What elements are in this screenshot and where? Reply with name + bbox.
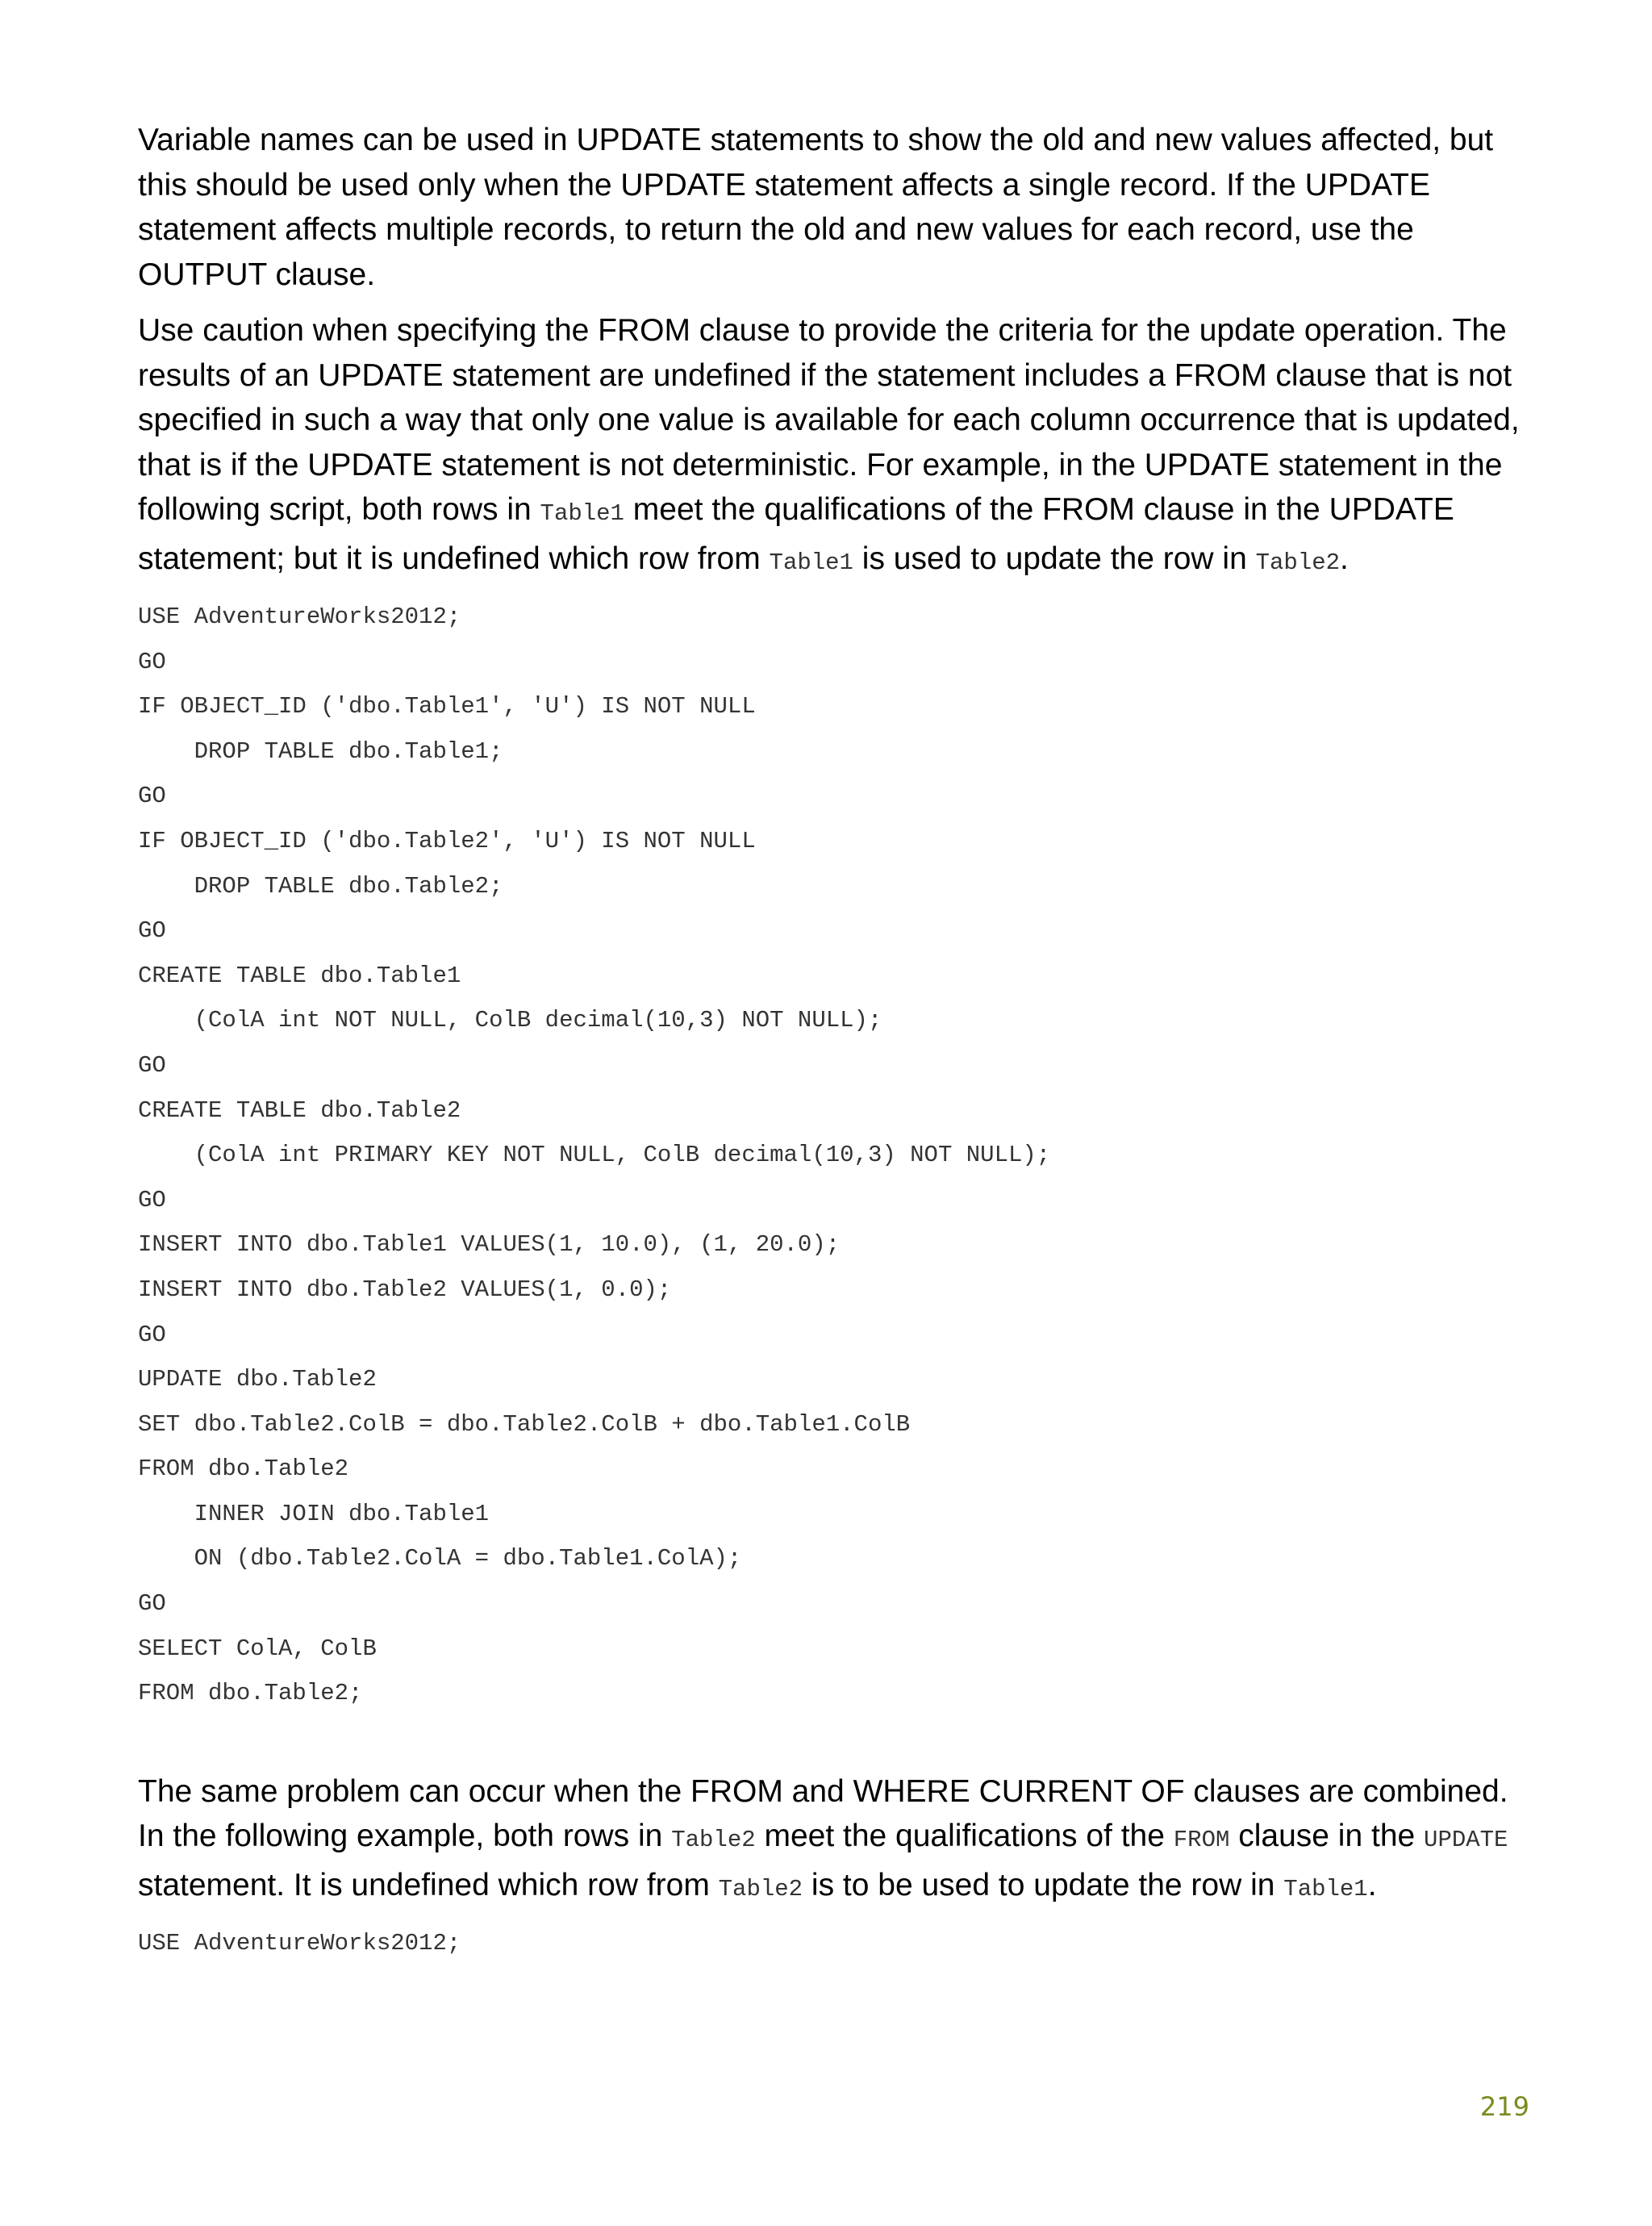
code-line: USE AdventureWorks2012; <box>138 1930 461 1957</box>
code-line: UPDATE dbo.Table2 <box>138 1366 377 1393</box>
inline-code: Table1 <box>769 549 853 576</box>
code-line: GO <box>138 917 166 945</box>
code-line: (ColA int NOT NULL, ColB decimal(10,3) NOT NULL); <box>138 1007 882 1034</box>
paragraph-text: Use caution when specifying the FROM clause to provide the criteria for the update operation. The results of an UPDATE statement are undefined if the statement includes a FROM clause that is not specified in such a way that only one value is available for each column occurrence that is updated, that is if the UPDATE statement is not deterministic. For example, in the UPDATE statement in the following script, both rows in <box>138 313 1520 527</box>
inline-code: UPDATE <box>1424 1827 1508 1854</box>
code-line: SELECT ColA, ColB <box>138 1635 377 1662</box>
paragraph-where-current-of <box>138 1769 1541 1912</box>
code-line: INSERT INTO dbo.Table2 VALUES(1, 0.0); <box>138 1276 672 1303</box>
inline-code: Table1 <box>540 500 624 527</box>
code-line: IF OBJECT_ID ('dbo.Table1', 'U') IS NOT NULL <box>138 693 756 720</box>
code-block-script <box>138 595 1541 1716</box>
code-line: IF OBJECT_ID ('dbo.Table2', 'U') IS NOT NULL <box>138 827 756 854</box>
code-line: USE AdventureWorks2012; <box>138 603 461 630</box>
code-line: CREATE TABLE dbo.Table2 <box>138 1096 461 1124</box>
paragraph-text: statement. It is undefined which row from <box>138 1867 719 1902</box>
paragraph-text: clause in the <box>1229 1819 1425 1854</box>
document-page <box>138 118 1541 1966</box>
paragraph-variable-names <box>138 118 1541 297</box>
code-line: GO <box>138 1186 166 1213</box>
paragraph-text: meet the qualifications of the <box>755 1819 1174 1854</box>
paragraph-text: The same problem can occur when the FROM and WHERE CURRENT OF clauses are combined. In the following example, both rows in <box>138 1773 1508 1854</box>
paragraph-text: . <box>1367 1867 1377 1902</box>
inline-code: FROM <box>1173 1827 1230 1854</box>
code-line: SET dbo.Table2.ColB = dbo.Table2.ColB + dbo.Table1.ColB <box>138 1410 911 1438</box>
code-line: CREATE TABLE dbo.Table1 <box>138 962 461 989</box>
inline-code: Table2 <box>1255 549 1341 576</box>
paragraph-from-clause-caution <box>138 308 1541 585</box>
code-line: GO <box>138 783 166 810</box>
code-line: GO <box>138 1590 166 1618</box>
paragraph-text: is to be used to update the row in <box>803 1867 1284 1902</box>
code-line: DROP TABLE dbo.Table2; <box>138 872 503 900</box>
paragraph-text: . <box>1340 541 1349 576</box>
code-line: INSERT INTO dbo.Table1 VALUES(1, 10.0), (1, 20.0); <box>138 1231 841 1259</box>
code-line: GO <box>138 648 166 675</box>
paragraph-text: is used to update the row in <box>853 541 1256 576</box>
code-line: INNER JOIN dbo.Table1 <box>138 1500 490 1527</box>
code-line: ON (dbo.Table2.ColA = dbo.Table1.ColA); <box>138 1545 742 1572</box>
code-line: (ColA int PRIMARY KEY NOT NULL, ColB decimal(10,3) NOT NULL); <box>138 1142 1051 1169</box>
code-block-script-continued <box>138 1921 1541 1966</box>
code-line: GO <box>138 1321 166 1348</box>
page-number: 219 <box>1479 2091 1529 2122</box>
code-line: FROM dbo.Table2 <box>138 1455 349 1483</box>
code-line: GO <box>138 1051 166 1079</box>
paragraph-text: meet the qualifications of the FROM clause in the UPDATE statement; but it is undefined which row from <box>138 492 1454 576</box>
inline-code: Table1 <box>1283 1875 1368 1902</box>
inline-code: Table2 <box>718 1875 803 1902</box>
paragraph-text: Variable names can be used in UPDATE statements to show the old and new values affected, but this should be used only when the UPDATE statement affects a single record. If the UPDATE statement affects multiple records, to return the old and new values for each record, use the OUTPUT clause. <box>138 123 1494 292</box>
inline-code: Table2 <box>671 1827 756 1854</box>
code-line: DROP TABLE dbo.Table1; <box>138 737 503 765</box>
code-line: FROM dbo.Table2; <box>138 1680 363 1707</box>
